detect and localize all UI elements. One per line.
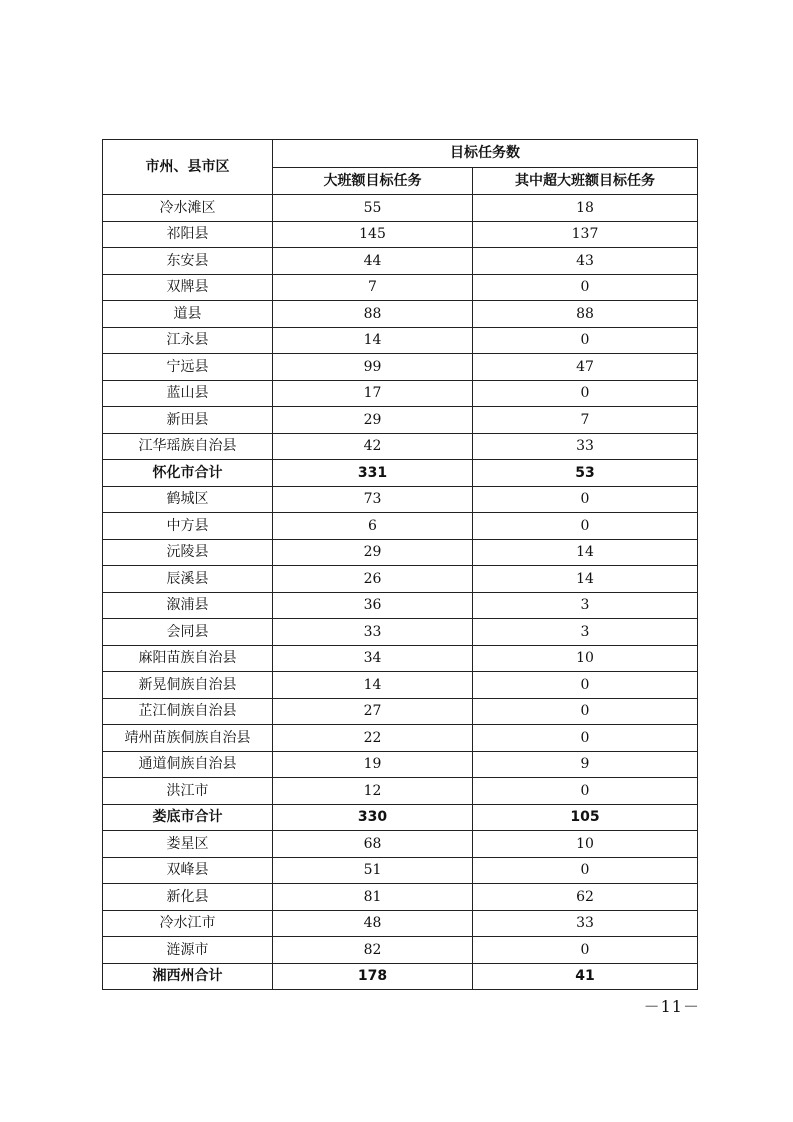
region-name-cell: 东安县 [103, 248, 273, 275]
table-row [103, 645, 698, 672]
large-class-value-cell: 145 [273, 221, 473, 248]
table-row [103, 354, 698, 381]
large-class-value-cell: 12 [273, 778, 473, 805]
table-row [103, 751, 698, 778]
region-name-cell: 洪江市 [103, 778, 273, 805]
super-large-class-value-cell: 53 [473, 460, 698, 487]
large-class-value-cell: 55 [273, 195, 473, 222]
large-class-value-cell: 82 [273, 937, 473, 964]
table-row [103, 221, 698, 248]
large-class-value-cell: 68 [273, 831, 473, 858]
region-name-cell: 江华瑶族自治县 [103, 433, 273, 460]
region-name-cell: 溆浦县 [103, 592, 273, 619]
region-name-cell: 靖州苗族侗族自治县 [103, 725, 273, 752]
region-name-cell: 鹤城区 [103, 486, 273, 513]
table-row-subtotal [103, 460, 698, 487]
super-large-class-value-cell: 0 [473, 725, 698, 752]
target-task-table [102, 139, 698, 990]
super-large-class-value-cell: 7 [473, 407, 698, 434]
table-row [103, 937, 698, 964]
table-row [103, 301, 698, 328]
super-large-class-value-cell: 47 [473, 354, 698, 381]
super-large-class-value-cell: 62 [473, 884, 698, 911]
large-class-value-cell: 81 [273, 884, 473, 911]
large-class-value-cell: 51 [273, 857, 473, 884]
large-class-value-cell: 29 [273, 539, 473, 566]
table-row [103, 672, 698, 699]
super-large-class-value-cell: 0 [473, 672, 698, 699]
table-row [103, 910, 698, 937]
region-name-cell: 麻阳苗族自治县 [103, 645, 273, 672]
table-row [103, 539, 698, 566]
large-class-value-cell: 331 [273, 460, 473, 487]
large-class-value-cell: 27 [273, 698, 473, 725]
region-name-cell: 沅陵县 [103, 539, 273, 566]
table-row [103, 592, 698, 619]
super-large-class-value-cell: 0 [473, 327, 698, 354]
region-name-cell: 江永县 [103, 327, 273, 354]
region-name-cell: 涟源市 [103, 937, 273, 964]
large-class-value-cell: 42 [273, 433, 473, 460]
large-class-value-cell: 178 [273, 963, 473, 990]
region-name-cell: 冷水江市 [103, 910, 273, 937]
region-name-cell: 新晃侗族自治县 [103, 672, 273, 699]
large-class-value-cell: 19 [273, 751, 473, 778]
super-large-class-value-cell: 14 [473, 566, 698, 593]
table-row [103, 831, 698, 858]
header-target-group: 目标任务数 [273, 140, 698, 168]
region-name-cell: 祁阳县 [103, 221, 273, 248]
table-body [103, 140, 698, 990]
super-large-class-value-cell: 18 [473, 195, 698, 222]
region-name-cell: 辰溪县 [103, 566, 273, 593]
super-large-class-value-cell: 0 [473, 698, 698, 725]
super-large-class-value-cell: 43 [473, 248, 698, 275]
table-row-subtotal [103, 963, 698, 990]
super-large-class-value-cell: 105 [473, 804, 698, 831]
super-large-class-value-cell: 33 [473, 433, 698, 460]
table-row [103, 407, 698, 434]
large-class-value-cell: 6 [273, 513, 473, 540]
table-row [103, 195, 698, 222]
super-large-class-value-cell: 0 [473, 778, 698, 805]
super-large-class-value-cell: 10 [473, 831, 698, 858]
super-large-class-value-cell: 0 [473, 857, 698, 884]
table-row [103, 619, 698, 646]
table-row [103, 513, 698, 540]
super-large-class-value-cell: 137 [473, 221, 698, 248]
large-class-value-cell: 88 [273, 301, 473, 328]
large-class-value-cell: 22 [273, 725, 473, 752]
table-row [103, 698, 698, 725]
super-large-class-value-cell: 33 [473, 910, 698, 937]
table-row [103, 778, 698, 805]
super-large-class-value-cell: 14 [473, 539, 698, 566]
super-large-class-value-cell: 0 [473, 937, 698, 964]
region-name-cell: 娄星区 [103, 831, 273, 858]
table-row [103, 857, 698, 884]
super-large-class-value-cell: 88 [473, 301, 698, 328]
region-name-cell: 冷水滩区 [103, 195, 273, 222]
large-class-value-cell: 17 [273, 380, 473, 407]
table-row [103, 725, 698, 752]
region-name-cell: 宁远县 [103, 354, 273, 381]
table-row [103, 884, 698, 911]
large-class-value-cell: 44 [273, 248, 473, 275]
region-name-cell: 新化县 [103, 884, 273, 911]
table-row [103, 248, 698, 275]
table-row-subtotal [103, 804, 698, 831]
super-large-class-value-cell: 0 [473, 380, 698, 407]
region-name-cell: 娄底市合计 [103, 804, 273, 831]
large-class-value-cell: 33 [273, 619, 473, 646]
table-row [103, 566, 698, 593]
table-row [103, 327, 698, 354]
header-super-large-class: 其中超大班额目标任务 [473, 167, 698, 195]
large-class-value-cell: 14 [273, 672, 473, 699]
large-class-value-cell: 330 [273, 804, 473, 831]
super-large-class-value-cell: 9 [473, 751, 698, 778]
large-class-value-cell: 7 [273, 274, 473, 301]
region-name-cell: 怀化市合计 [103, 460, 273, 487]
region-name-cell: 会同县 [103, 619, 273, 646]
table-row [103, 380, 698, 407]
region-name-cell: 双牌县 [103, 274, 273, 301]
super-large-class-value-cell: 3 [473, 619, 698, 646]
region-name-cell: 湘西州合计 [103, 963, 273, 990]
table-row [103, 274, 698, 301]
super-large-class-value-cell: 0 [473, 274, 698, 301]
super-large-class-value-cell: 10 [473, 645, 698, 672]
large-class-value-cell: 14 [273, 327, 473, 354]
large-class-value-cell: 26 [273, 566, 473, 593]
large-class-value-cell: 34 [273, 645, 473, 672]
region-name-cell: 通道侗族自治县 [103, 751, 273, 778]
region-name-cell: 新田县 [103, 407, 273, 434]
large-class-value-cell: 99 [273, 354, 473, 381]
header-row-top [103, 140, 698, 168]
super-large-class-value-cell: 0 [473, 486, 698, 513]
super-large-class-value-cell: 3 [473, 592, 698, 619]
large-class-value-cell: 48 [273, 910, 473, 937]
region-name-cell: 中方县 [103, 513, 273, 540]
super-large-class-value-cell: 0 [473, 513, 698, 540]
table-row [103, 433, 698, 460]
header-region: 市州、县市区 [103, 140, 273, 195]
page-number: －11－ [643, 997, 700, 1016]
super-large-class-value-cell: 41 [473, 963, 698, 990]
region-name-cell: 道县 [103, 301, 273, 328]
large-class-value-cell: 73 [273, 486, 473, 513]
table-row [103, 486, 698, 513]
region-name-cell: 蓝山县 [103, 380, 273, 407]
large-class-value-cell: 29 [273, 407, 473, 434]
header-large-class: 大班额目标任务 [273, 167, 473, 195]
region-name-cell: 芷江侗族自治县 [103, 698, 273, 725]
region-name-cell: 双峰县 [103, 857, 273, 884]
large-class-value-cell: 36 [273, 592, 473, 619]
